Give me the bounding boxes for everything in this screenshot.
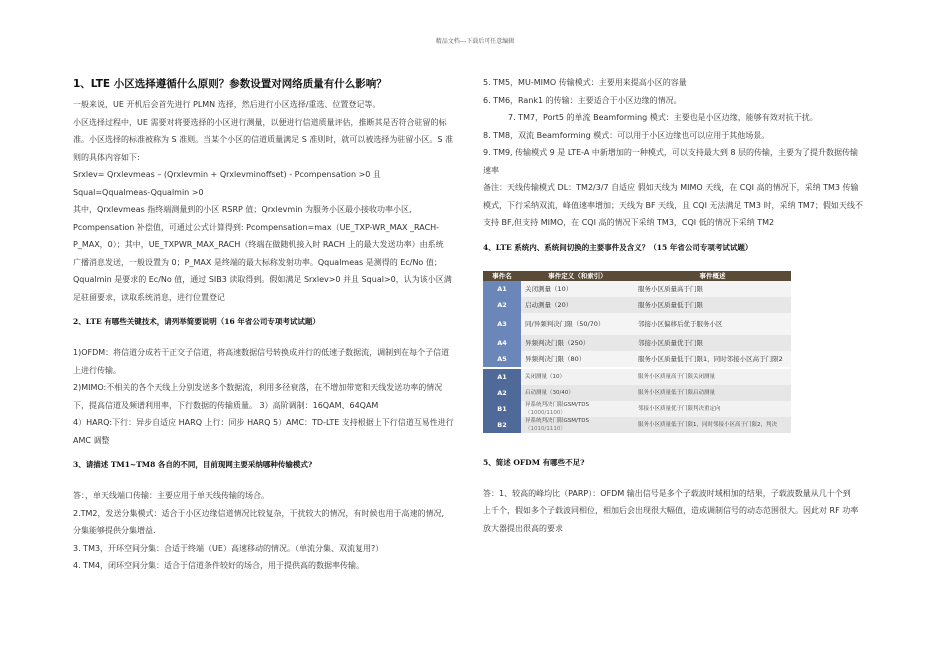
q1-line: 足驻留要求，读取系统消息，进行位置登记 bbox=[73, 292, 225, 302]
tm-line: 速率 bbox=[483, 165, 499, 175]
q1-line: P_MAX，0）；其中，UE_TXPWR_MAX_RACH（终端在做随机接入时 RACH 上的最大发送功率）由系统 bbox=[73, 240, 444, 249]
q1-line: Squal=Qqualmeas-Qqualmin >0 bbox=[73, 187, 204, 197]
tm-line: 7. TM7，Port5 的单流 Beamforming 模式：主要也是小区边缘，能够有效对抗干扰。 bbox=[508, 113, 818, 122]
tm-line: 9. TM9, 传输模式 9 是 LTE-A 中新增加的一种模式，可以支持最大到 8 层的传输，主要为了提升数据传输 bbox=[483, 148, 859, 157]
table-row bbox=[483, 297, 791, 313]
event-id: A5 bbox=[483, 351, 521, 367]
q1-line: 广播消息发送，一般设置为 0；P_MAX 是终端的最大标称发射功率。Qqualmeas 是测得的 Ec/No 值； bbox=[73, 257, 442, 267]
event-definition-text: 异系统判决门限GSM/TDS bbox=[525, 401, 589, 408]
q3-body bbox=[73, 487, 465, 575]
handover-events-table bbox=[483, 271, 791, 367]
event-definition: 关闭测量（10） bbox=[521, 369, 634, 385]
q5-line: 放大器提出很高的要求 bbox=[483, 523, 563, 533]
q2-line: 2)MIMO:不相关的各个天线上分别发送多个数据流，利用多径衰落，在不增加带宽和天线发送功率的情况 bbox=[73, 383, 443, 392]
q5-body bbox=[483, 485, 878, 538]
q2-line: 下，提高信道及频谱利用率，下行数据的传输质量。 3）高阶调制：16QAM、64QAM bbox=[73, 400, 379, 410]
table-header-cell: 事件定义（和索引） bbox=[521, 271, 634, 281]
q1-line: Pcompensation 补偿值，可通过公式计算得到: Pcompensation=max（UE_TXP-WR_MAX _RACH- bbox=[73, 222, 440, 232]
table-row bbox=[483, 385, 791, 401]
event-summary: 服务小区质量高于门限关闭测量 bbox=[634, 369, 791, 385]
event-id: A2 bbox=[483, 385, 521, 401]
table-row bbox=[483, 335, 791, 351]
q2-title: 2、LTE 有哪些关键技术，请列举简要说明（16 年省公司专项考试试题） bbox=[73, 317, 320, 326]
event-summary: 服务小区质量低于门限 bbox=[634, 297, 791, 313]
event-definition: 关闭测量（10） bbox=[521, 281, 634, 297]
q1-line: 则的具体内容如下: bbox=[73, 152, 140, 162]
event-summary: 服务小区质量低于门限1，同时邻接小区高于门限2 bbox=[634, 351, 791, 367]
table-row bbox=[483, 401, 791, 417]
q2-body bbox=[73, 344, 465, 449]
event-definition: 异频判决门限（250） bbox=[521, 335, 634, 351]
q2-line: 4）HARQ:下行：异步自适应 HARQ 上行：同步 HARQ 5）AMC：TD-LTE 支持根据上下行信道互易性进行 bbox=[73, 418, 454, 427]
q2-line: 1)OFDM：将信道分成若干正交子信道，将高速数据信号转换成并行的低速子数据流，调制到在每个子信道 bbox=[73, 348, 450, 357]
table-row bbox=[483, 369, 791, 385]
event-summary: 服务小区质量高于门限 bbox=[634, 281, 791, 297]
event-index: （1000/1100） bbox=[525, 409, 566, 416]
event-definition: 启动测量（20） bbox=[521, 297, 634, 313]
event-definition: 启动测量（30/40） bbox=[521, 385, 634, 401]
q2-line: 上进行传输。 bbox=[73, 365, 121, 375]
tm-line: 备注：天线传输模式 DL：TM2/3/7 自适应 假如天线为 MIMO 天线，在 CQI 高的情况下，采纳 TM3 传输 bbox=[483, 183, 859, 192]
q5-line: 答：1、较高的峰均比（PARP）：OFDM 输出信号是多个子载波时域相加的结果，子载波数量从几十个到 bbox=[483, 488, 851, 498]
table-header-cell: 事件概述 bbox=[634, 271, 791, 281]
q3-line: 答：，单天线端口传输：主要应用于单天线传输的场合。 bbox=[73, 491, 269, 500]
q1-line: 其中，Qrxlevmeas 指终端测量到的小区 RSRP 值；Qrxlevmin 为服务小区最小接收功率小区, bbox=[73, 205, 412, 214]
event-summary: 邻接小区质量优于门限判决重定向 bbox=[634, 401, 791, 417]
tm-line: 模式，下行采纳双流，峰值速率增加；天线为 BF 天线，且 CQI 无法满足 TM3 时，采纳 TM7；假如天线不 bbox=[483, 200, 863, 210]
q4-title: 4、LTE 系统内、系统间切换的主要事件及含义？（15 年省公司专项考试试题） bbox=[483, 242, 753, 252]
event-id: B1 bbox=[483, 401, 521, 417]
event-id: B2 bbox=[483, 417, 521, 433]
tm-line: 5. TM5，MU-MIMO 传输模式：主要用来提高小区的容量 bbox=[483, 78, 687, 87]
table-row bbox=[483, 281, 791, 297]
q3-line: 4. TM4，闭环空间分集：适合于信道条件较好的场合，用于提供高的数据率传输。 bbox=[73, 561, 365, 570]
q5-title: 5、简述 OFDM 有哪些不足? bbox=[483, 457, 585, 467]
q1-line: Qqualmin 是要求的 Ec/No 值，通过 SIB3 读取得到。假如满足 Srxlev>0 并且 Squal>0，认为该小区满 bbox=[73, 275, 452, 284]
q3-title: 3、请描述 TM1~TM8 各自的不同，目前现网主要采纳哪种传输模式? bbox=[73, 460, 313, 469]
q5-line: 上千个，假如多个子载波同相位，相加后会出现很大幅值，造成调制信号的动态范围很大。因此对 RF 功率 bbox=[483, 506, 859, 515]
event-summary: 邻接小区质量优于门限 bbox=[634, 335, 791, 351]
q1-line: 小区选择过程中，UE 需要对将要选择的小区进行测量，以便进行信道质量评估，推断其是否符合驻留的标 bbox=[73, 117, 447, 127]
event-id: A3 bbox=[483, 313, 521, 335]
event-summary: 服务小区质量低于门限1，同时邻接小区高于门限2，判决 bbox=[634, 417, 791, 433]
right-column bbox=[483, 74, 878, 537]
q1-line: 准。小区选择的标准被称为 S 准则。当某个小区的信道质量满足 S 准则时，就可以被选择为驻留小区。S 准 bbox=[73, 135, 453, 144]
page-header: 精品文档---下载后可任意编辑 bbox=[435, 38, 515, 45]
event-definition-text: 异系统判决门限GSM/TDS bbox=[525, 417, 589, 424]
table-header-cell: 事件名 bbox=[483, 271, 521, 281]
event-id: A4 bbox=[483, 335, 521, 351]
event-id: A2 bbox=[483, 297, 521, 313]
q2-line: AMC 调整 bbox=[73, 435, 110, 445]
q3-line: 分集能够提供分集增益. bbox=[73, 526, 156, 535]
event-index: （1010/1110） bbox=[525, 425, 566, 432]
q1-body bbox=[73, 96, 465, 306]
event-definition bbox=[521, 417, 634, 433]
left-column bbox=[73, 74, 465, 575]
event-definition: 异频判决门限（80） bbox=[521, 351, 634, 367]
event-id: A1 bbox=[483, 369, 521, 385]
event-definition bbox=[521, 401, 634, 417]
table-header-row bbox=[483, 271, 791, 281]
q1-line: 一般来说，UE 开机后会首先进行 PLMN 选择，然后进行小区选择/重选、位置登记等。 bbox=[73, 100, 381, 109]
q1-line: Srxlev= Qrxlevmeas – (Qrxlevmin + Qrxlevminoffset) - Pcompensation >0 且 bbox=[73, 170, 381, 179]
table-row bbox=[483, 351, 791, 367]
event-id: A1 bbox=[483, 281, 521, 297]
q3-line: 2.TM2，发送分集模式：适合于小区边缘信道情况比较复杂，干扰较大的情况，有时候也用于高速的情况, bbox=[73, 508, 445, 518]
event-definition: 同/异频判决门限（50/70） bbox=[521, 313, 634, 335]
event-summary: 邻接小区偏移后优于服务小区 bbox=[634, 313, 791, 335]
tm-line: 支持 BF,但支持 MIMO，在 CQI 高的情况下采纳 TM3，CQI 低的情况下采纳 TM2 bbox=[483, 218, 775, 227]
tm-line: 6. TM6，Rank1 的传输：主要适合于小区边缘的情况。 bbox=[483, 95, 682, 105]
q3-line: 3. TM3，开环空间分集：合适于终端（UE）高速移动的情况。（单流分集、双流复用?） bbox=[73, 543, 384, 553]
table-row bbox=[483, 313, 791, 335]
tm-line: 8. TM8，双流 Beamforming 模式：可以用于小区边缘也可以应用于其他场景。 bbox=[483, 130, 770, 140]
q1-title: 1、LTE 小区选择遵循什么原则？参数设置对网络质量有什么影响？ bbox=[73, 78, 387, 90]
inter-system-events-table bbox=[483, 369, 791, 433]
event-summary: 服务小区质量低于门限启动测量 bbox=[634, 385, 791, 401]
table-row bbox=[483, 417, 791, 433]
